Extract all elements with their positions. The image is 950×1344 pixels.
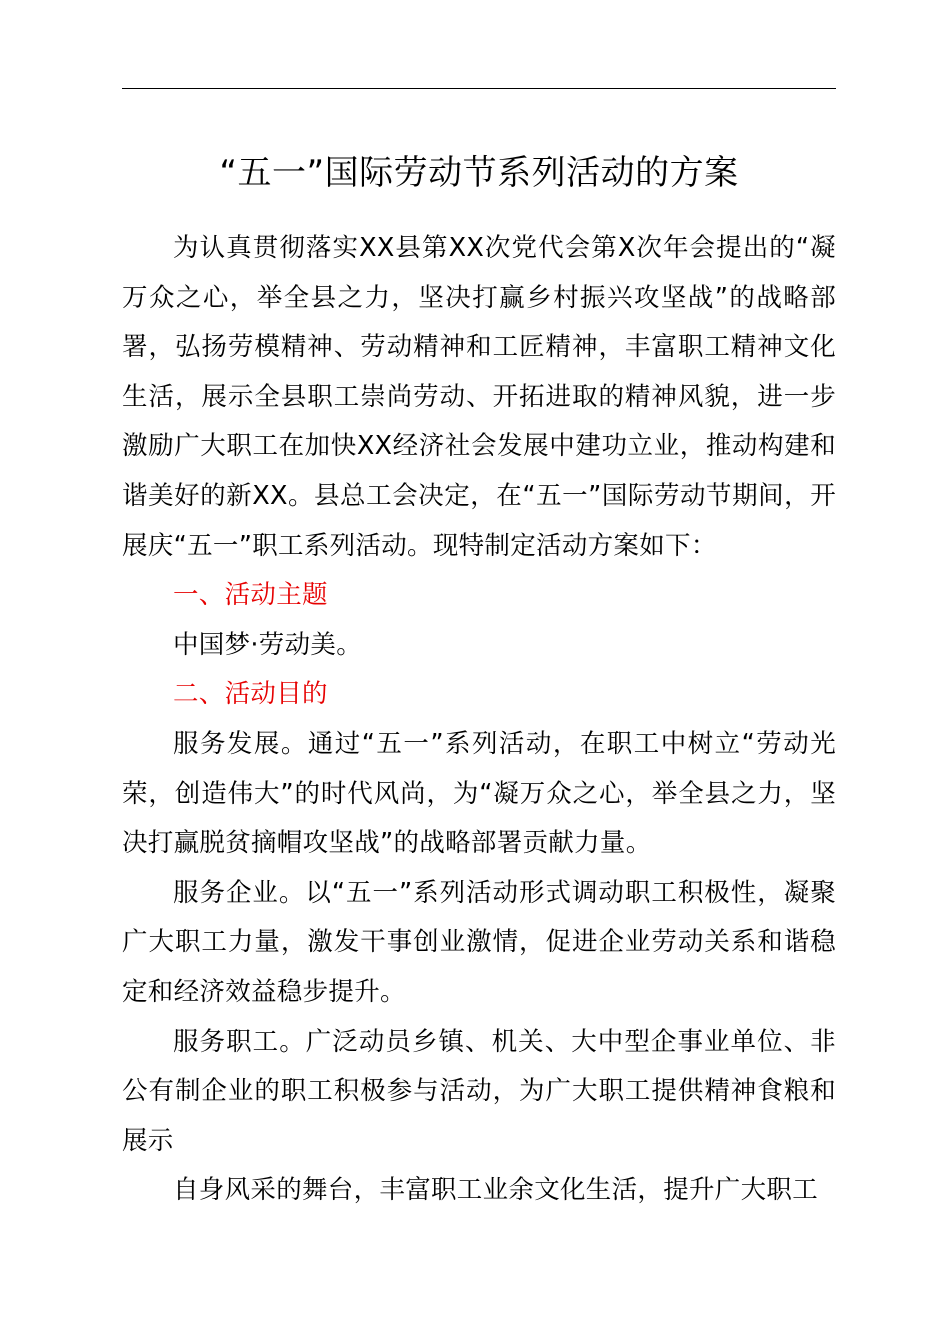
purpose-paragraph-workers: 服务职工。广泛动员乡镇、机关、大中型企事业单位、非公有制企业的职工积极参与活动，为广大职工提供精神食粮和展示 [122, 1026, 836, 1156]
purpose-paragraph-enterprise: 服务企业。以“五一”系列活动形式调动职工积极性，凝聚广大职工力量，激发干事创业激情，促进企业劳动关系和谐稳定和经济效益稳步提升。 [122, 877, 836, 1007]
document-body [122, 224, 836, 1216]
section-heading-purpose: 二、活动目的 [173, 679, 328, 710]
section-heading-theme: 一、活动主题 [173, 580, 328, 611]
header-rule [122, 88, 836, 89]
purpose-paragraph-continued: 自身风采的舞台，丰富职工业余文化生活，提升广大职工 [173, 1175, 819, 1206]
theme-paragraph: 中国梦·劳动美。 [173, 629, 363, 660]
intro-paragraph: 为认真贯彻落实XX县第XX次党代会第X次年会提出的“凝万众之心，举全县之力，坚决打赢乡村振兴攻坚战”的战略部署，弘扬劳模精神、劳动精神和工匠精神，丰富职工精神文化生活，展示全县职工崇尚劳动、开拓进取的精神风貌，进一步激励广大职工在加快XX经济社会发展中建功立业，推动构建和谐美好的新XX。县总工会决定，在“五一”国际劳动节期间，开展庆“五一”职工系列活动。现特制定活动方案如下： [122, 233, 836, 561]
document-title: “五一”国际劳动节系列活动的方案 [219, 153, 739, 193]
purpose-paragraph-development: 服务发展。通过“五一”系列活动，在职工中树立“劳动光荣，创造伟大”的时代风尚，为“凝万众之心，举全县之力，坚决打赢脱贫摘帽攻坚战”的战略部署贡献力量。 [122, 728, 836, 859]
